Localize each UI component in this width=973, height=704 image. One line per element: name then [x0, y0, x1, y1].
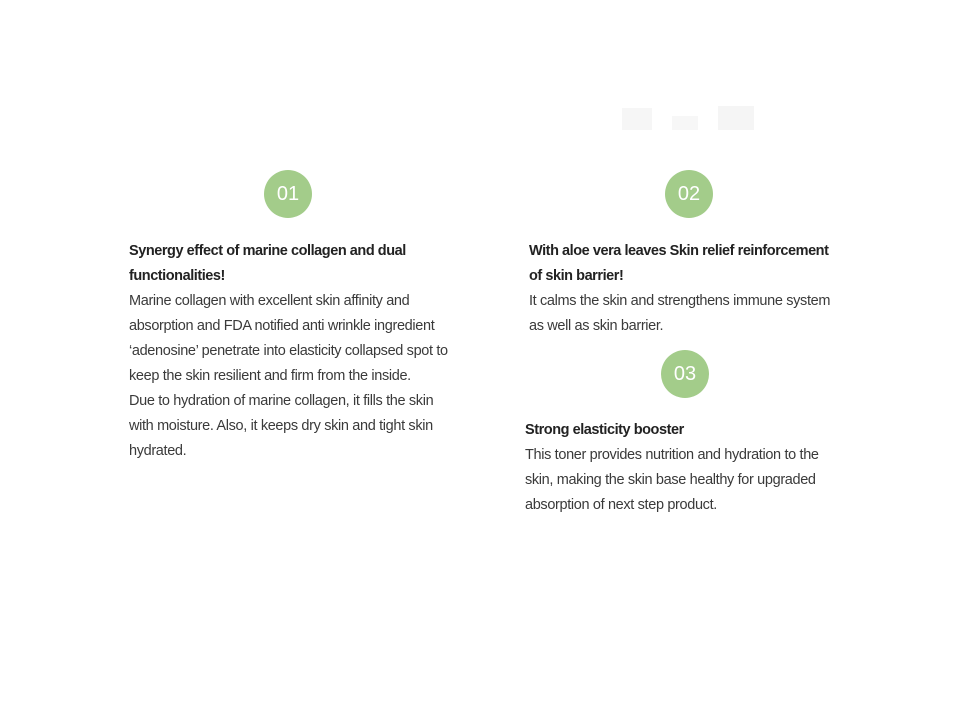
feature-title: Synergy effect of marine collagen and dual functionalities!	[129, 243, 406, 284]
feature-block-3	[525, 418, 839, 518]
feature-number-badge: 03	[661, 350, 709, 398]
feature-number-badge: 01	[264, 170, 312, 218]
feature-number-badge: 02	[665, 170, 713, 218]
feature-description: Due to hydration of marine collagen, it fills the skin with moisture. Also, it keeps dry skin and tight skin hydrated.	[129, 393, 434, 459]
feature-description: This toner provides nutrition and hydration to the skin, making the skin base healthy for upgraded absorption of next step product.	[525, 447, 819, 513]
feature-description: It calms the skin and strengthens immune system as well as skin barrier.	[529, 293, 831, 334]
feature-block-2	[529, 239, 841, 339]
feature-description: Marine collagen with excellent skin affinity and absorption and FDA notified anti wrinkle ingredient ‘adenosine’ penetrate into elasticity collapsed spot to keep the skin resilient and firm from the inside.	[129, 293, 448, 384]
feature-block-1	[129, 239, 451, 464]
feature-title: Strong elasticity booster	[525, 422, 684, 438]
feature-title: With aloe vera leaves Skin relief reinforcement of skin barrier!	[529, 243, 829, 284]
faint-logo-mark	[620, 102, 760, 136]
